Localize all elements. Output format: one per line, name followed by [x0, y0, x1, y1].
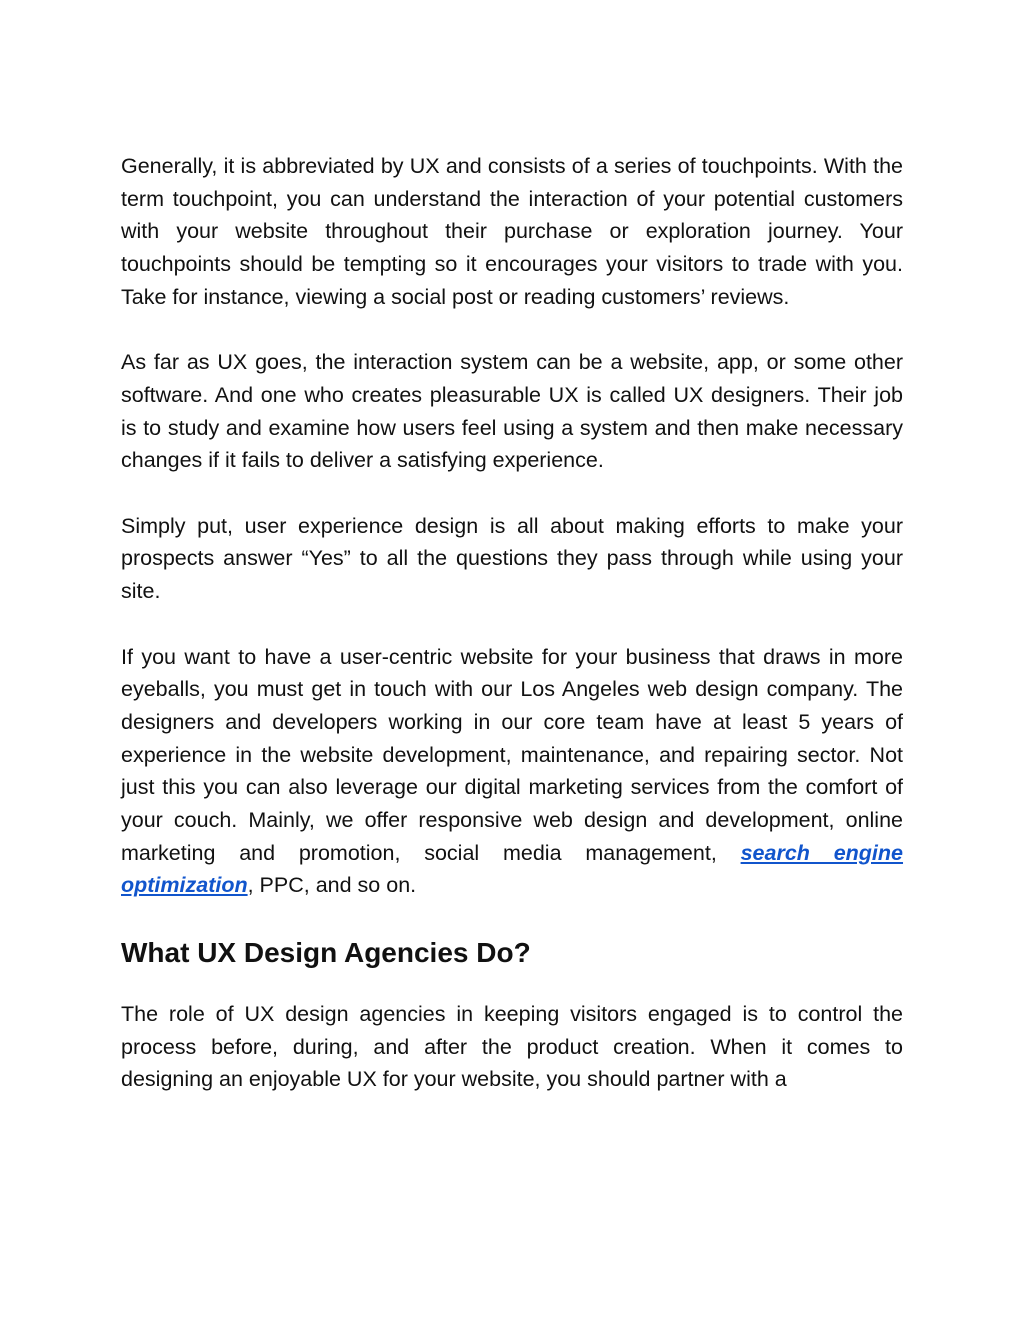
paragraph-text-before-link: If you want to have a user-centric website for your business that draws in more eyeballs, you must get in touch with our Los Angeles web design company. The designers and developers working in our core team have at least 5 years of experience in the website development, maintenance, and repairing sector. Not just this you can also leverage our digital marketing services from the comfort of your couch. Mainly, we offer responsive web design and development, online marketing and promotion, social media management,: [121, 644, 903, 865]
section-heading: What UX Design Agencies Do?: [121, 936, 531, 968]
paragraph-text-after-link: , PPC, and so on.: [247, 873, 417, 898]
document-page: [121, 150, 903, 1129]
paragraph-ux-touchpoints: Generally, it is abbreviated by UX and consists of a series of touchpoints. With the term touchpoint, you can understand the interaction of your potential customers with your website throughout their purchase or exploration journey. Your touchpoints should be tempting so it encourages your visitors to trade with you. Take for instance, viewing a social post or reading customers’ reviews.: [121, 154, 903, 309]
paragraph-role-of-ux-agencies: The role of UX design agencies in keeping visitors engaged is to control the process before, during, and after the product creation. When it comes to designing an enjoyable UX for your website, you should partner with a: [121, 1001, 903, 1092]
paragraph-simply-put: Simply put, user experience design is all about making efforts to make your prospects answer “Yes” to all the questions they pass through while using your site.: [121, 513, 903, 604]
paragraph-user-centric-website: [121, 641, 903, 903]
paragraph-interaction-system: As far as UX goes, the interaction system can be a website, app, or some other software. And one who creates pleasurable UX is called UX designers. Their job is to study and examine how users feel using a system and then make necessary changes if it fails to deliver a satisfying experience.: [121, 350, 903, 473]
search-engine-optimization-link[interactable]: search engine optimization: [121, 840, 904, 898]
